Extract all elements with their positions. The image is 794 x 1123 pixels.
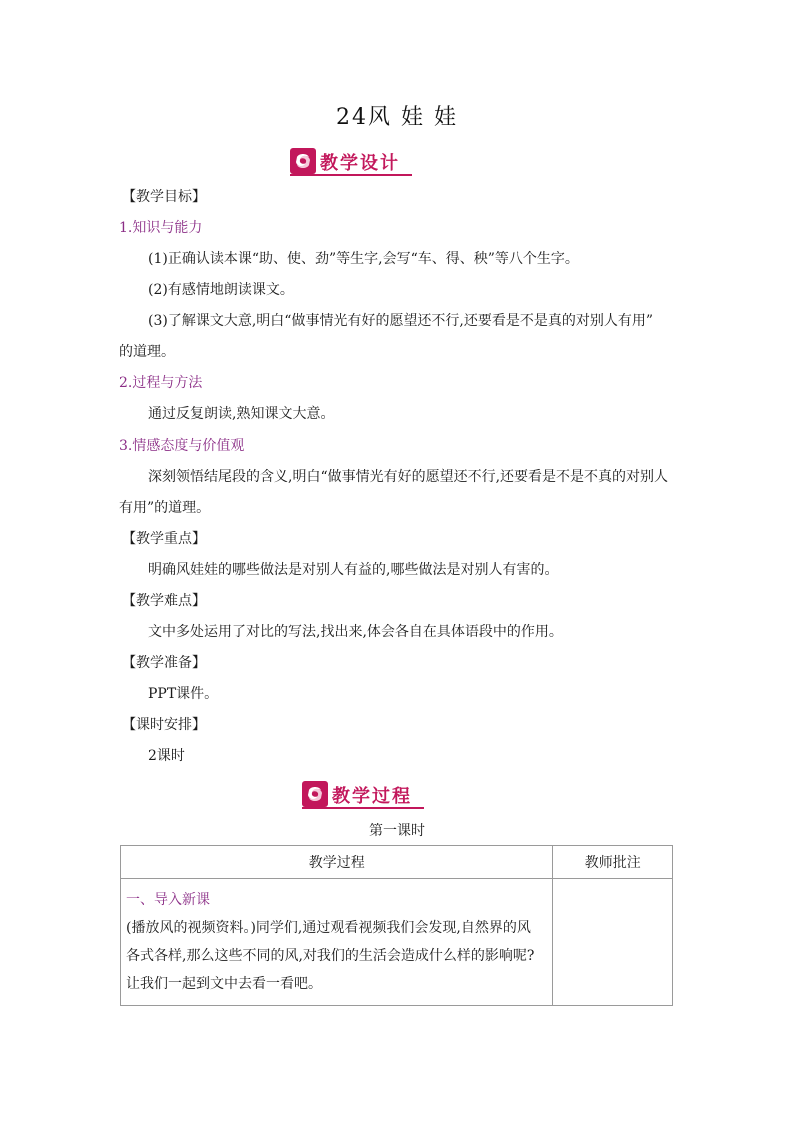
section-heading-knowledge: 1.知识与能力 <box>119 220 203 236</box>
difficult-points-heading: 【教学难点】 <box>122 593 206 609</box>
preparation-text: PPT课件。 <box>148 686 219 702</box>
process-cell <box>122 880 551 1004</box>
swirl-logo-icon <box>290 148 316 174</box>
text-line: (1)正确认读本课“助、使、劲”等生字,会写“车、得、秧”等八个生字。 <box>148 251 579 267</box>
key-points-heading: 【教学重点】 <box>122 531 206 547</box>
schedule-text: 2课时 <box>148 748 185 764</box>
schedule-heading: 【课时安排】 <box>122 717 206 733</box>
lesson-title: 第一课时 <box>369 823 425 839</box>
column-header-notes: 教师批注 <box>553 846 673 879</box>
banner-label: 教学过程 <box>332 786 412 807</box>
step-heading: 一、导入新课 <box>126 892 210 908</box>
banner-label: 教学设计 <box>320 153 400 174</box>
text-line: 深刻领悟结尾段的含义,明白“做事情光有好的愿望还不行,还要看是不是不真的对别人 <box>148 469 669 485</box>
text-line: (3)了解课文大意,明白“做事情光有好的愿望还不行,还要看是不是真的对别人有用” <box>148 313 654 329</box>
key-points-text: 明确风娃娃的哪些做法是对别人有益的,哪些做法是对别人有害的。 <box>148 562 559 578</box>
teacher-note-cell <box>553 879 673 1006</box>
preparation-heading: 【教学准备】 <box>122 655 206 671</box>
section-heading-values: 3.情感态度与价值观 <box>119 438 245 454</box>
goals-heading: 【教学目标】 <box>122 189 206 205</box>
text-line: (2)有感情地朗读课文。 <box>148 282 294 298</box>
section-heading-process: 2.过程与方法 <box>119 375 203 391</box>
text-line: (播放风的视频资料。)同学们,通过观看视频我们会发现,自然界的风 <box>126 920 531 936</box>
text-line: 让我们一起到文中去看一看吧。 <box>126 976 322 992</box>
text-line: 各式各样,那么这些不同的风,对我们的生活会造成什么样的影响呢? <box>126 948 535 964</box>
text-line: 的道理。 <box>119 344 175 360</box>
swirl-logo-icon <box>302 781 328 807</box>
column-header-process: 教学过程 <box>121 846 553 879</box>
text-line: 有用”的道理。 <box>119 500 211 516</box>
table-header-row <box>121 846 673 879</box>
difficult-points-text: 文中多处运用了对比的写法,找出来,体会各自在具体语段中的作用。 <box>148 624 563 640</box>
section-banner-process <box>302 781 424 807</box>
process-table <box>120 845 673 1006</box>
section-banner-design <box>290 148 412 174</box>
text-line: 通过反复朗读,熟知课文大意。 <box>148 406 335 422</box>
table-row <box>121 879 673 1006</box>
page-title: 24风 娃 娃 <box>336 105 458 130</box>
